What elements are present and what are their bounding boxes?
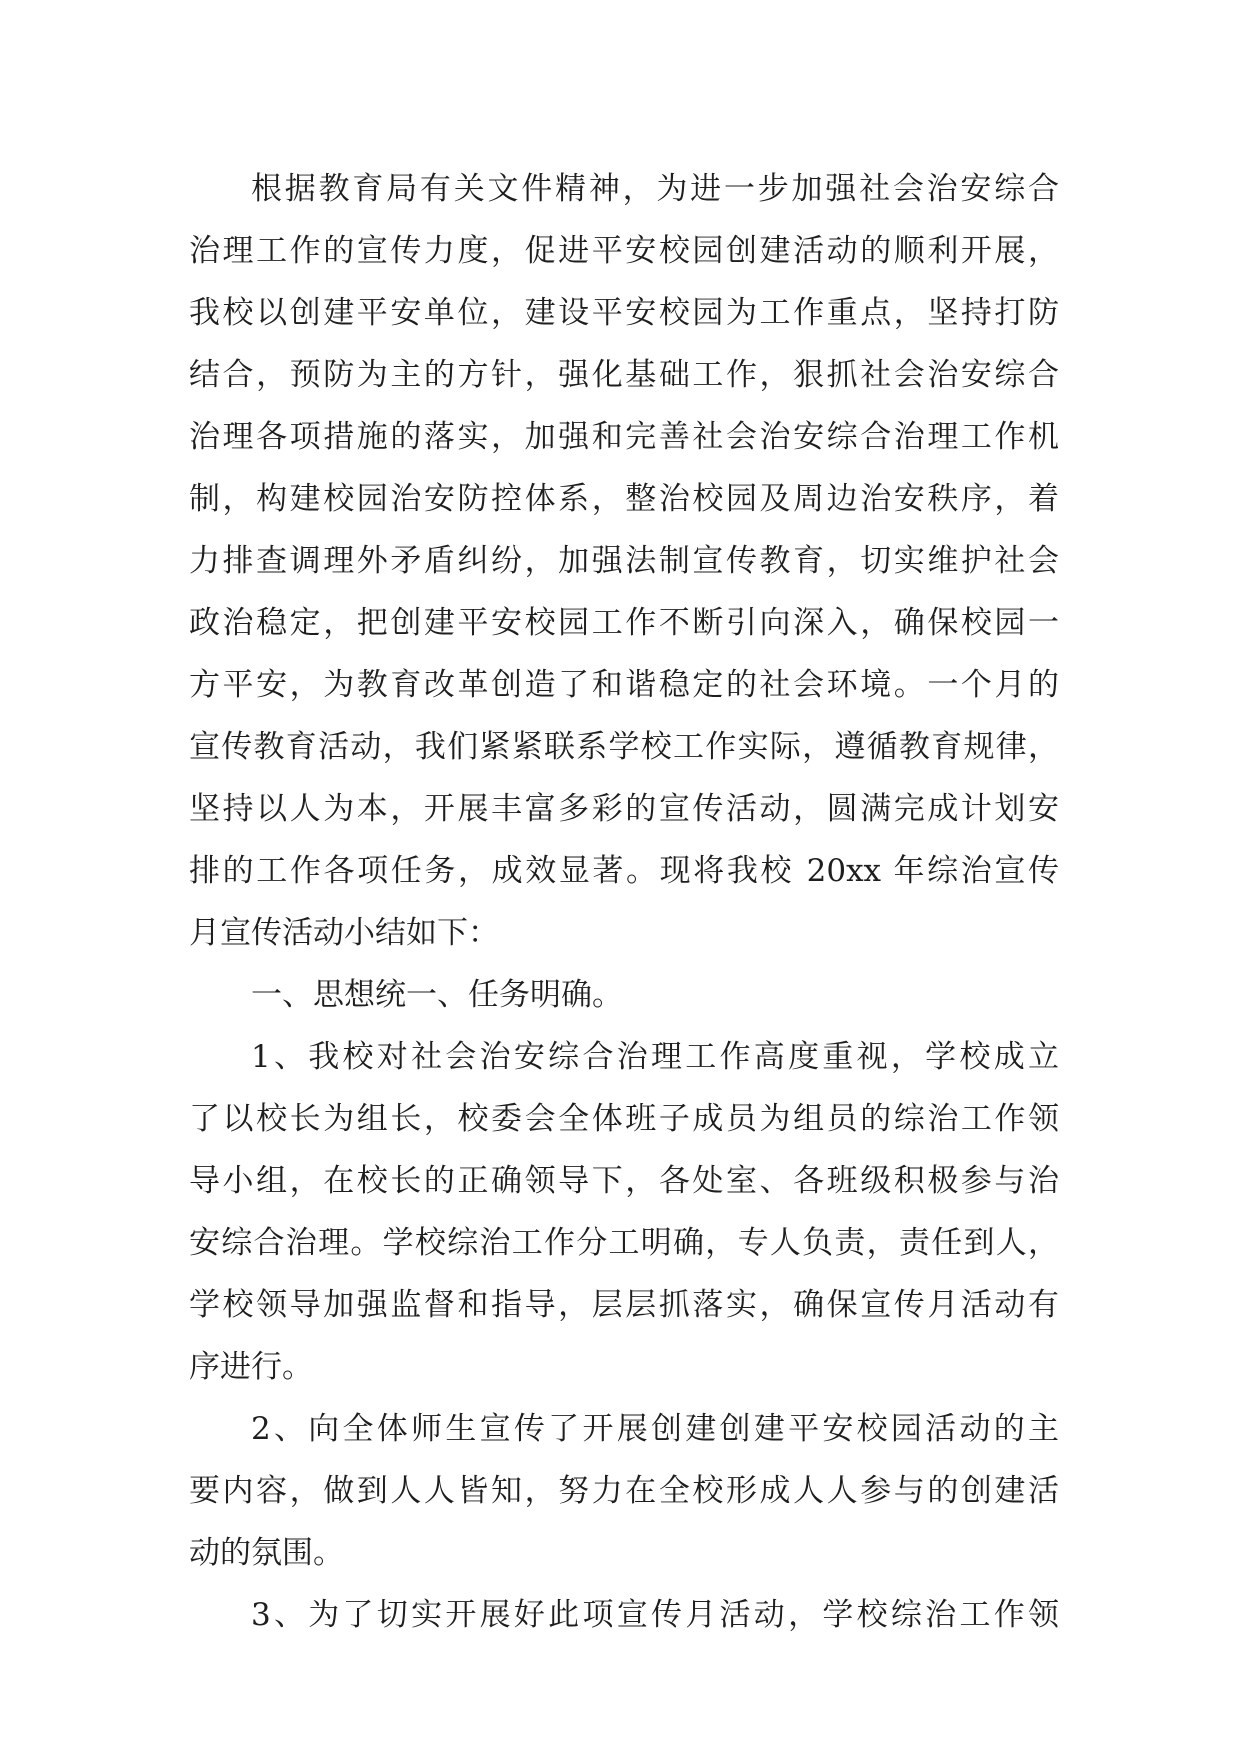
text-line: 政治稳定，把创建平安校园工作不断引向深入，确保校园一 [189,605,1059,641]
text-line: 结合，预防为主的方针，强化基础工作，狠抓社会治安综合 [189,357,1059,393]
text-line: 序进行。 [189,1349,313,1385]
section-heading: 一、思想统一、任务明确。 [251,977,623,1013]
text-line: 我校以创建平安单位，建设平安校园为工作重点，坚持打防 [189,295,1059,331]
text-line: 制，构建校园治安防控体系，整治校园及周边治安秩序，着 [189,481,1059,517]
text-line: 3、为了切实开展好此项宣传月活动，学校综治工作领 [251,1597,1059,1633]
text-line: 力排查调理外矛盾纠纷，加强法制宣传教育，切实维护社会 [189,543,1059,579]
text-line: 坚持以人为本，开展丰富多彩的宣传活动，圆满完成计划安 [189,791,1059,827]
document-body [189,158,1059,1646]
text-line: 要内容，做到人人皆知，努力在全校形成人人参与的创建活 [189,1473,1059,1509]
text-line: 方平安，为教育改革创造了和谐稳定的社会环境。一个月的 [189,667,1059,703]
text-line: 学校领导加强监督和指导，层层抓落实，确保宣传月活动有 [189,1287,1059,1323]
text-line: 根据教育局有关文件精神，为进一步加强社会治安综合 [251,171,1059,207]
text-line: 排的工作各项任务，成效显著。现将我校 20xx 年综治宣传 [189,853,1059,889]
text-line: 宣传教育活动，我们紧紧联系学校工作实际，遵循教育规律， [189,729,1059,765]
text-line: 导小组，在校长的正确领导下，各处室、各班级积极参与治 [189,1163,1059,1199]
text-line: 月宣传活动小结如下： [189,915,499,951]
text-line: 治理各项措施的落实，加强和完善社会治安综合治理工作机 [189,419,1059,455]
text-line: 了以校长为组长，校委会全体班子成员为组员的综治工作领 [189,1101,1059,1137]
text-line: 1、我校对社会治安综合治理工作高度重视，学校成立 [251,1039,1059,1075]
text-line: 安综合治理。学校综治工作分工明确，专人负责，责任到人， [189,1225,1059,1261]
text-line: 动的氛围。 [189,1535,344,1571]
text-line: 2、向全体师生宣传了开展创建创建平安校园活动的主 [251,1411,1059,1447]
text-line: 治理工作的宣传力度，促进平安校园创建活动的顺利开展， [189,233,1059,269]
